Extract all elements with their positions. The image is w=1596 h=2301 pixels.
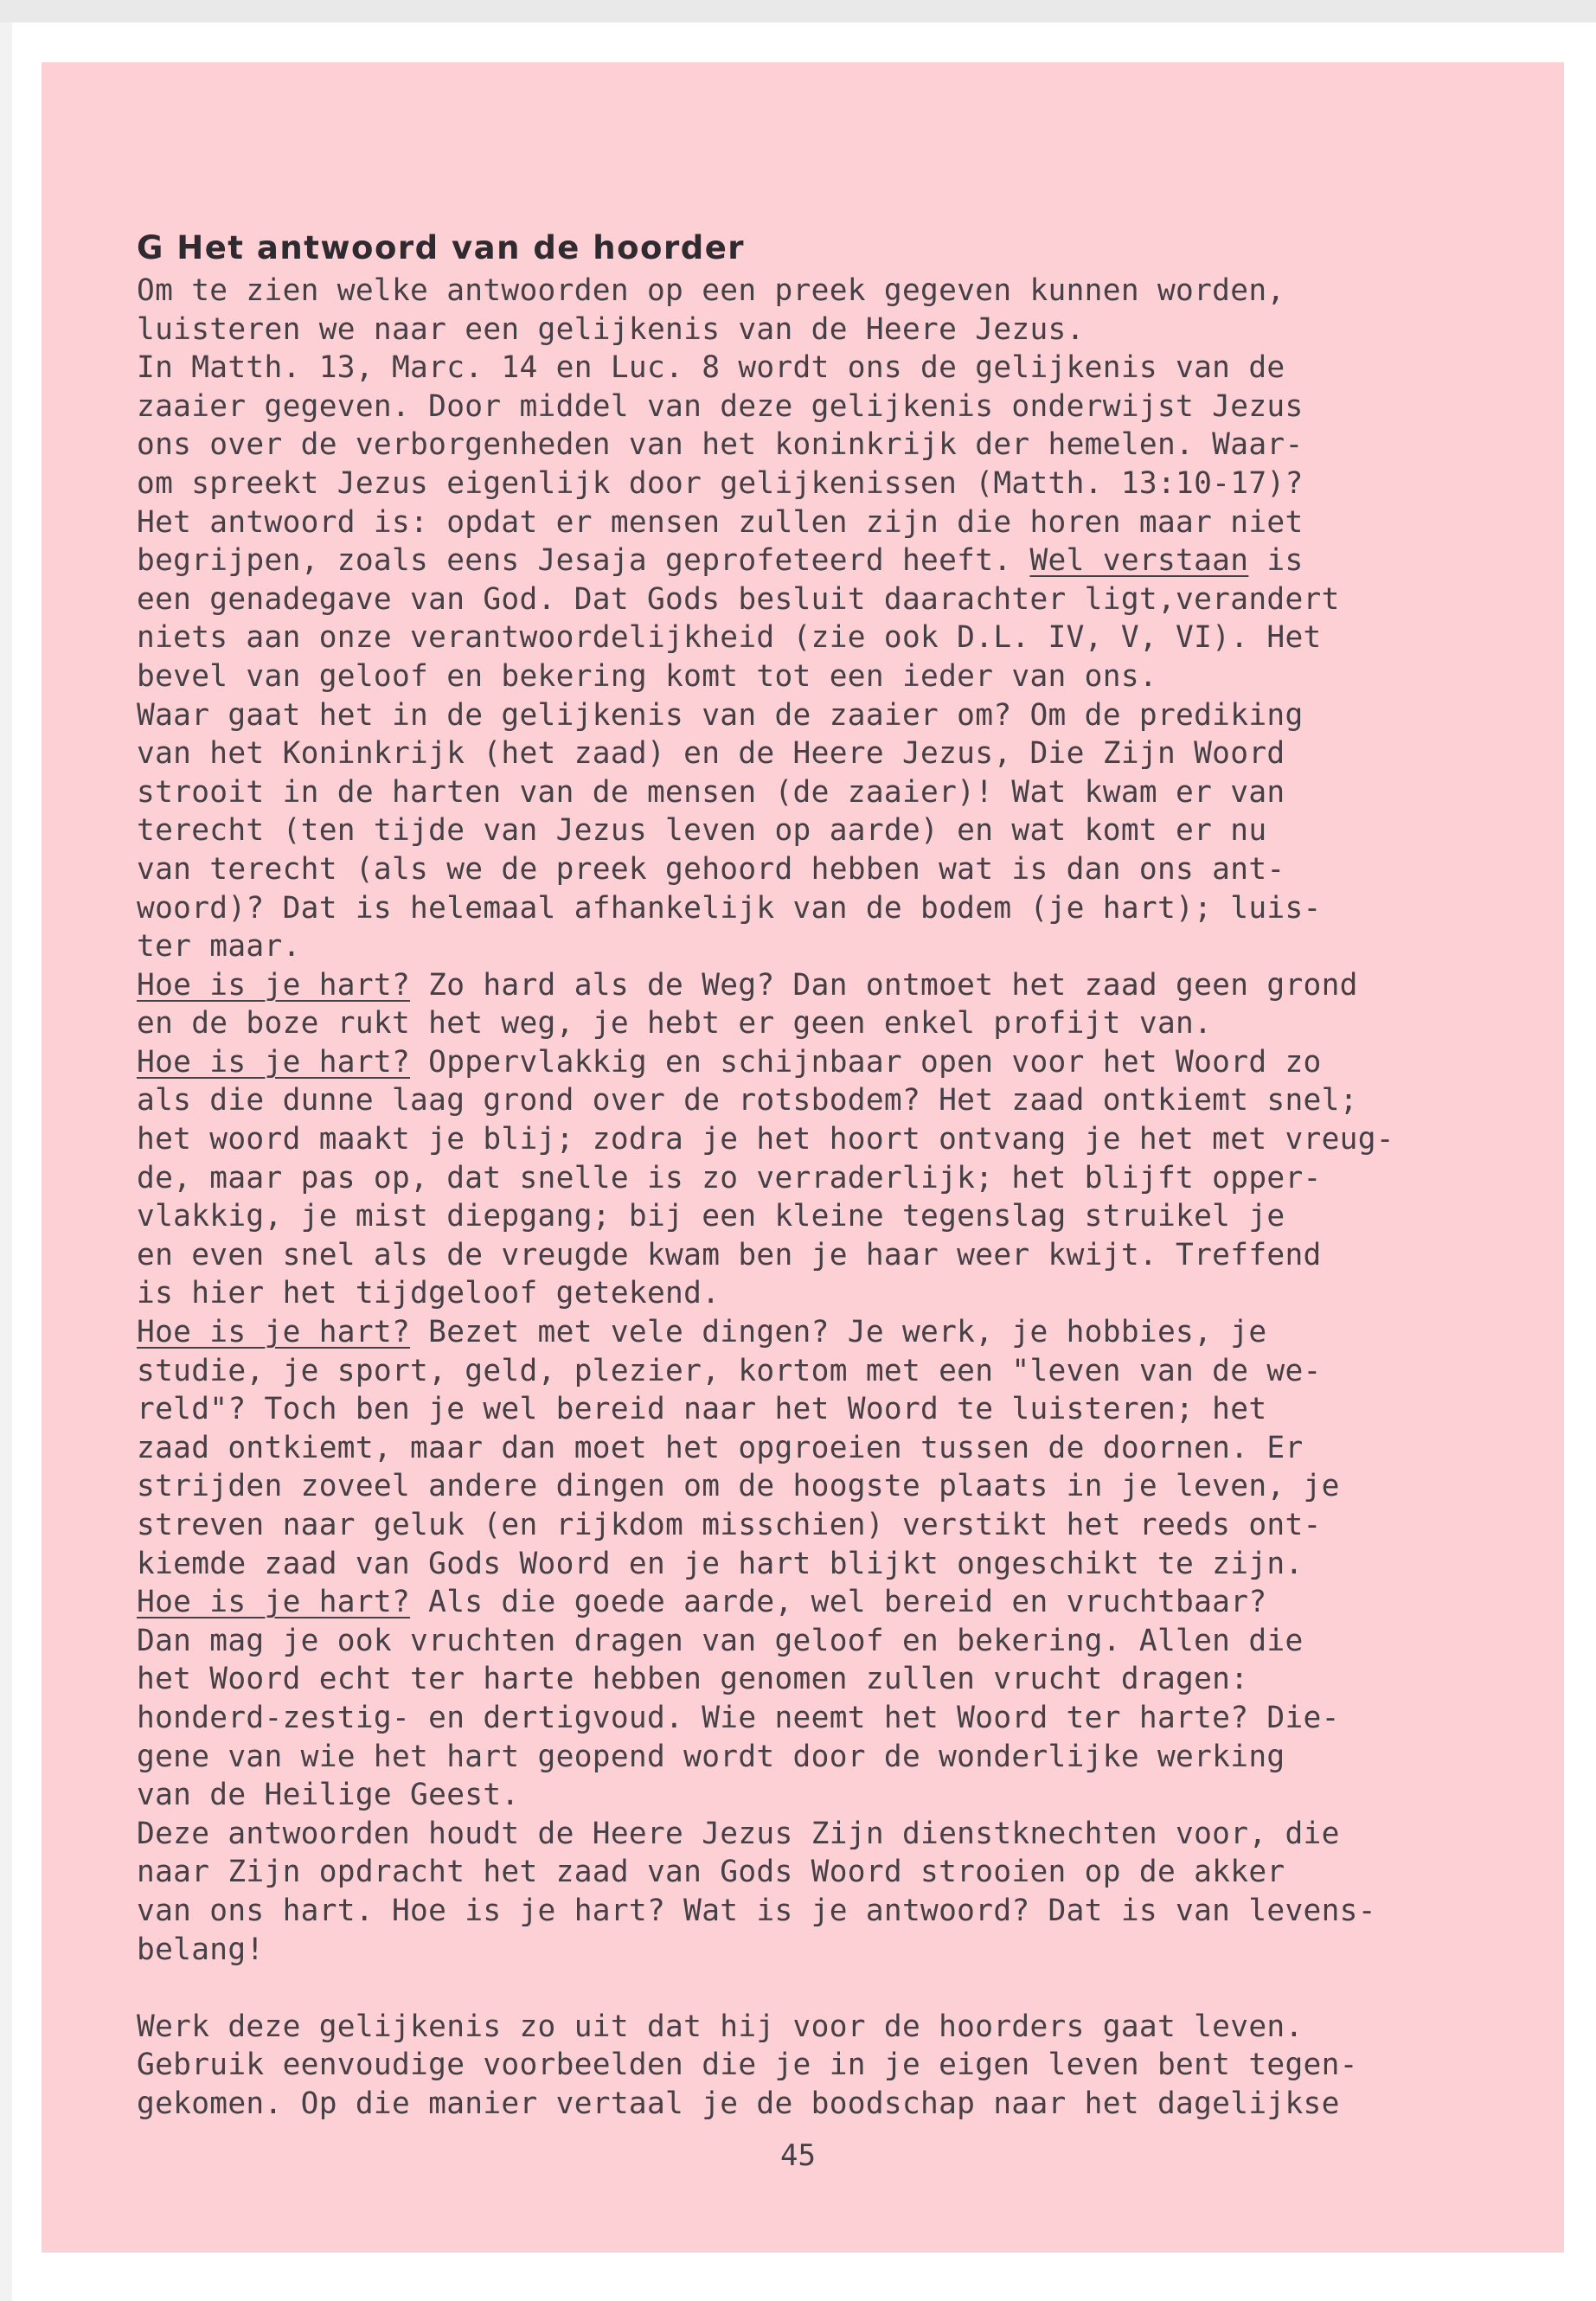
text-line: bevel van geloof en bekering komt tot een ieder van ons. — [137, 658, 1157, 694]
text-line: kiemde zaad van Gods Woord en je hart blijkt ongeschikt te zijn. — [137, 1546, 1304, 1581]
text-line: streven naar geluk (en rijkdom misschien) verstikt het reeds ont- — [137, 1508, 1322, 1542]
text-line: om spreekt Jezus eigenlijk door gelijkenissen (Matth. 13:10-17)? — [137, 465, 1304, 501]
text-line: ter maar. — [137, 929, 301, 965]
text-line: en de boze rukt het weg, je hebt er geen enkel profijt van. — [137, 1006, 1213, 1042]
text-line: luisteren we naar een gelijkenis van de Heere Jezus. — [137, 311, 1085, 347]
text-line — [137, 1313, 1538, 1352]
text-line: het woord maakt je blij; zodra je het hoort ontvang je het met vreug- — [137, 1122, 1394, 1157]
text-line: studie, je sport, geld, plezier, kortom met een "leven van de we- — [137, 1353, 1322, 1388]
text-line: honderd-zestig- en dertigvoud. Wie neemt het Woord ter harte? Die- — [137, 1700, 1340, 1735]
text-line: Het antwoord is: opdat er mensen zullen zijn die horen maar niet — [137, 504, 1304, 540]
text-line: van het Koninkrijk (het zaad) en de Heere Jezus, Die Zijn Woord — [137, 736, 1285, 772]
text-line: van ons hart. Hoe is je hart? Wat is je antwoord? Dat is van levens- — [137, 1893, 1376, 1928]
text-segment: Zo hard als de Weg? Dan ontmoet het zaad geen grond — [410, 967, 1358, 1003]
text-line: Deze antwoorden houdt de Heere Jezus Zijn dienstknechten voor, die — [137, 1816, 1340, 1851]
section-heading: G Het antwoord van de hoorder — [137, 229, 746, 266]
scan-top-edge — [0, 0, 1596, 22]
text-line: ons over de verborgenheden van het koninkrijk der hemelen. Waar- — [137, 427, 1304, 463]
text-line: gene van wie het hart geopend wordt door de wonderlijke werking — [137, 1739, 1285, 1774]
text-line: strooit in de harten van de mensen (de zaaier)! Wat kwam er van — [137, 774, 1285, 810]
text-line: niets aan onze verantwoordelijkheid (zie ook D.L. IV, V, VI). Het — [137, 620, 1322, 656]
text-line: vlakkig, je mist diepgang; bij een kleine tegenslag struikel je — [137, 1199, 1285, 1234]
text-segment: begrijpen, zoals eens Jesaja geprofeteerd heeft. — [137, 543, 1030, 579]
text-line: zaaier gegeven. Door middel van deze gelijkenis onderwijst Jezus — [137, 388, 1304, 424]
page-number: 45 — [780, 2138, 816, 2173]
text-segment: Oppervlakkig en schijnbaar open voor het Woord zo — [410, 1044, 1322, 1080]
text-line: een genadegave van God. Dat Gods besluit daarachter ligt,verandert — [137, 581, 1340, 617]
text-line: woord)? Dat is helemaal afhankelijk van de bodem (je hart); luis- — [137, 890, 1322, 926]
text-line: naar Zijn opdracht het zaad van Gods Woord strooien op de akker — [137, 1855, 1285, 1890]
text-line: Gebruik eenvoudige voorbeelden die je in je eigen leven bent tegen- — [137, 2048, 1358, 2083]
text-line: Waar gaat het in de gelijkenis van de zaaier om? Om de prediking — [137, 697, 1304, 733]
text-segment: Als die goede aarde, wel bereid en vruchtbaar? — [410, 1585, 1267, 1620]
text-line — [137, 542, 1538, 580]
text-line: zaad ontkiemt, maar dan moet het opgroeien tussen de doornen. Er — [137, 1430, 1304, 1465]
text-line — [137, 1583, 1538, 1622]
text-line: Werk deze gelijkenis zo uit dat hij voor de hoorders gaat leven. — [137, 2009, 1304, 2044]
text-line: terecht (ten tijde van Jezus leven op aarde) en wat komt er nu — [137, 813, 1267, 849]
text-line: en even snel als de vreugde kwam ben je haar weer kwijt. Treffend — [137, 1237, 1322, 1272]
text-line: Om te zien welke antwoorden op een preek gegeven kunnen worden, — [137, 273, 1285, 308]
paragraph-gap — [137, 1969, 1538, 2008]
text-line: In Matth. 13, Marc. 14 en Luc. 8 wordt ons de gelijkenis van de — [137, 350, 1285, 386]
text-line: strijden zoveel andere dingen om de hoogste plaats in je leven, je — [137, 1469, 1340, 1504]
scan-left-edge — [0, 22, 12, 2301]
document-body — [137, 227, 1538, 2124]
underlined-question: Hoe is je hart? — [137, 1044, 411, 1080]
text-line: van de Heilige Geest. — [137, 1778, 520, 1813]
underlined-question: Hoe is je hart? — [137, 967, 411, 1003]
text-line: belang! — [137, 1932, 265, 1967]
underlined-question: Hoe is je hart? — [137, 1315, 411, 1350]
text-line: als die dunne laag grond over de rotsbodem? Het zaad ontkiemt snel; — [137, 1083, 1358, 1118]
text-line: Dan mag je ook vruchten dragen van geloof en bekering. Allen die — [137, 1623, 1304, 1658]
text-line: reld"? Toch ben je wel bereid naar het Woord te luisteren; het — [137, 1392, 1267, 1427]
text-line: gekomen. Op die manier vertaal je de boodschap naar het dagelijkse — [137, 2086, 1340, 2121]
text-line: is hier het tijdgeloof getekend. — [137, 1276, 721, 1311]
text-line: de, maar pas op, dat snelle is zo verraderlijk; het blijft opper- — [137, 1160, 1322, 1195]
text-line: van terecht (als we de preek gehoord hebben wat is dan ons ant- — [137, 851, 1285, 887]
underlined-question: Hoe is je hart? — [137, 1585, 411, 1620]
text-line — [137, 966, 1538, 1005]
text-segment: Bezet met vele dingen? Je werk, je hobbies, je — [410, 1315, 1267, 1350]
underlined-phrase: Wel verstaan — [1029, 543, 1249, 579]
text-line: het Woord echt ter harte hebben genomen zullen vrucht dragen: — [137, 1662, 1249, 1697]
text-segment: is — [1248, 543, 1304, 579]
text-line — [137, 1043, 1538, 1082]
